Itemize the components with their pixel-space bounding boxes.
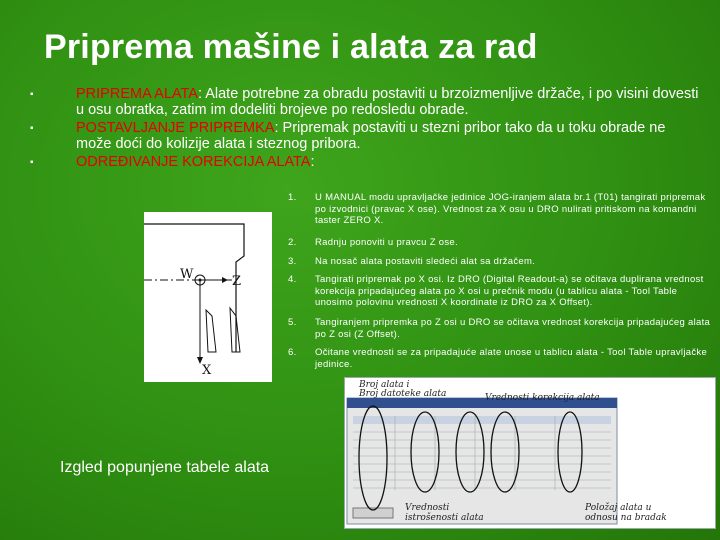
workpiece-sketch [144,212,272,382]
annotation-correction: Vrednosti korekcija alata [485,393,600,403]
bullet-item [30,86,700,118]
annotation-position-1: Položaj alata u [585,503,652,513]
bullet-text: : Pripremak postaviti u stezni pribor tako da u toku obrade ne može doći do kolizije alata i steznog pribora. [76,120,666,152]
tool-1-shape [206,310,216,352]
step-text: Na nosač alata postaviti sledeći alat sa držačem. [315,256,536,267]
step-number: 1. [288,192,297,203]
step-text: Očitane vrednosti se za pripadajuće alate unose u tablicu alata - Tool Table upravljačke jedinice. [315,347,708,370]
bullet-keyword: POSTAVLJANJE PRIPREMKA [76,120,275,136]
slide-title: Priprema mašine i alata za rad [44,28,538,66]
z-label: Z [232,274,242,289]
annotation-wear-2: istrošenosti alata [405,513,484,523]
tool-2-shape [230,308,240,352]
tool-table-image [345,378,715,528]
step-item [282,347,712,370]
step-item [282,317,712,340]
tool-table-screenshot [344,377,716,529]
step-number: 2. [288,237,297,248]
z-arrowhead [222,277,228,283]
bullet-item [30,154,700,170]
bullet-text: : Alate potrebne za obradu postaviti u brzoizmenljive držače, i po visini dovesti u osu obratka, zatim im dodeliti brojeve po redosledu obrade. [76,86,699,118]
annotation-wear-1: Vrednosti [405,503,450,513]
annotation-position-2: odnosu na bradak [585,513,667,523]
x-label: X [202,363,212,378]
annotation-tool-file: Broj datoteke alata [359,389,447,399]
step-item [282,237,458,249]
step-number: 4. [288,274,297,285]
step-text: Radnju ponoviti u pravcu Z ose. [315,237,458,248]
step-text: Tangirati pripremak po X osi. Iz DRO (Digital Readout-a) se očitava duplirana vrednost korekcija pripadajućeg alata po X osi u prečnik modu (u tablicu alata - Tool Table unosimo polovinu vrednosti X koordinate iz DRO za X Offset). [315,274,704,308]
bullet-item [30,120,700,152]
step-item [282,274,712,309]
workpiece-outline [144,224,244,352]
bullet-list [30,86,700,172]
tool-offset-drawing [144,212,272,382]
step-number: 5. [288,317,297,328]
square-bullet-icon: ▪ [30,89,34,100]
step-number: 6. [288,347,297,358]
table-header-row [353,416,611,424]
bullet-text: : [310,154,315,170]
table-caption: Izgled popunjene tabele alata [60,459,270,476]
step-text: Tangiranjem pripremka po Z osi u DRO se očitava vrednost korekcija pripadajućeg alata po Z osi (Z Offset). [315,317,711,340]
step-text: U MANUAL modu upravljačke jedinice JOG-iranjem alata br.1 (T01) tangirati pripremak po izvodnici (pravac X ose). Vrednost za X osu u DRO nulirati pritiskom na komandni taster ZERO X. [315,192,706,226]
step-item [282,256,535,268]
zero-point-dot [199,279,202,282]
w-label: W [180,267,194,282]
bullet-keyword: ODREĐIVANJE KOREKCIJA ALATA [76,154,311,170]
square-bullet-icon: ▪ [30,123,34,134]
annotation-tool-number: Broj alata i [359,380,410,390]
bullet-keyword: PRIPREMA ALATA [76,86,198,102]
step-item [282,192,712,227]
square-bullet-icon: ▪ [30,157,34,168]
step-number: 3. [288,256,297,267]
